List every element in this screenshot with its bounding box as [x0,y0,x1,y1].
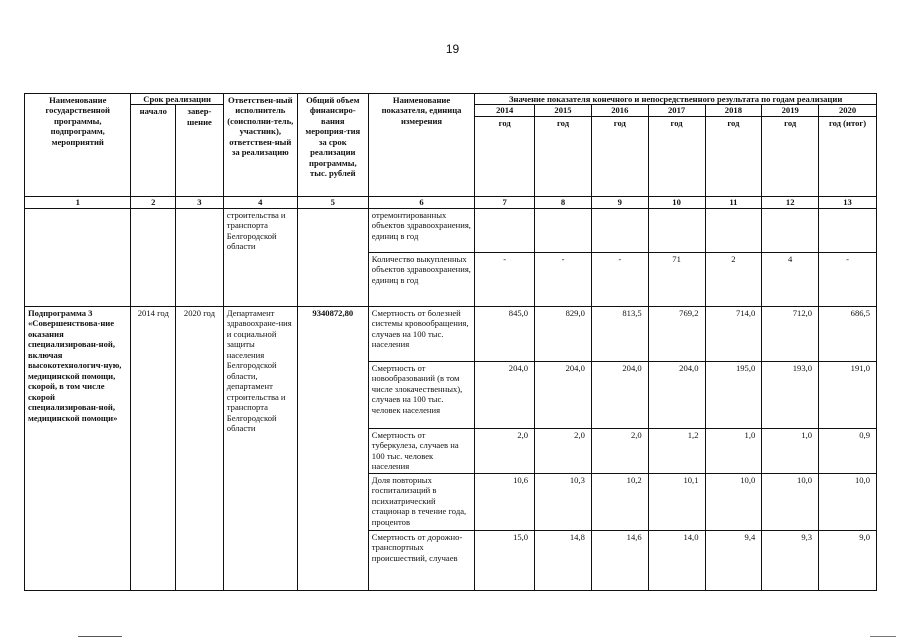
cell-value: 769,2 [648,306,705,361]
cell-indicator: Доля повторных госпитализаций в психиатрический стационар в течение года, процентов [368,473,474,530]
cell-value: 10,3 [535,473,592,530]
cell-executor: строительства и транспорта Белгородской области [223,208,297,306]
column-number: 5 [297,196,368,208]
cell-end-empty [176,208,224,306]
cell-value: 2,0 [475,428,535,473]
cell-value: 1,0 [762,428,819,473]
cell-value: 712,0 [762,306,819,361]
cell-value: 204,0 [535,361,592,428]
cell-value: 193,0 [762,361,819,428]
header-year-label: год [475,116,535,196]
cell-indicator: отремонтированных объектов здравоохранения, единиц в год [368,208,474,252]
cell-value: - [475,252,535,306]
header-values-title: Значение показателя конечного и непосредственного результата по годам реализации [475,94,877,105]
header-year: 2020 [819,105,877,116]
cell-value [705,208,762,252]
cell-value: 1,0 [705,428,762,473]
cell-value: 2,0 [535,428,592,473]
cell-volume: 9340872,80 [297,306,368,590]
cell-end: 2020 год [176,306,224,590]
cell-value: 1,2 [648,428,705,473]
cell-executor: Департамент здравоохране-ния и социальной защиты населения Белгородской области, департамент строительства и транспорта Белгородской области [223,306,297,590]
column-number: 8 [535,196,592,208]
header-year-label: год (итог) [819,116,877,196]
cell-value: - [535,252,592,306]
cell-value: 204,0 [475,361,535,428]
program-table [24,93,877,591]
page-edge-mark [78,636,122,637]
cell-value: 9,4 [705,530,762,590]
header-year: 2014 [475,105,535,116]
header-year: 2015 [535,105,592,116]
cell-value [535,208,592,252]
cell-subprogram-name: Подпрограмма 3 «Совершенствова-ние оказания специализирован-ной, включая высокотехнологич-ную, медицинской помощи, скорой, в том числе скорой специализирован-ной, медицинской помощи» [25,306,131,590]
column-numbers-row [25,196,877,208]
cell-value [819,208,877,252]
cell-value: 4 [762,252,819,306]
header-year-label: год [705,116,762,196]
header-executor: Ответствен-ный исполнитель (соисполни-тель, участник), ответствен-ный за реализацию [223,94,297,197]
cell-value: 9,0 [819,530,877,590]
table-row [25,208,877,252]
cell-value: 845,0 [475,306,535,361]
column-number: 10 [648,196,705,208]
cell-value: 10,1 [648,473,705,530]
header-year: 2019 [762,105,819,116]
cell-value: 191,0 [819,361,877,428]
cell-indicator: Количество выкупленных объектов здравоохранения, единиц в год [368,252,474,306]
cell-value [475,208,535,252]
cell-value [591,208,648,252]
header-year: 2018 [705,105,762,116]
cell-value [648,208,705,252]
page-number: 19 [445,42,460,56]
column-number: 12 [762,196,819,208]
table-row [25,306,877,361]
header-volume: Общий объем финансиро-вания мероприя-тия за срок реализации программы, тыс. рублей [297,94,368,197]
cell-value: 14,6 [591,530,648,590]
cell-volume-empty [297,208,368,306]
cell-value: - [591,252,648,306]
cell-indicator: Смертность от туберкулеза, случаев на 100 тыс. человек населения [368,428,474,473]
cell-value: 0,9 [819,428,877,473]
header-year-label: год [648,116,705,196]
header-program-name: Наименование государственной программы, подпрограмм, мероприятий [25,94,131,197]
cell-value: 714,0 [705,306,762,361]
column-number: 9 [591,196,648,208]
column-number: 13 [819,196,877,208]
cell-indicator: Смертность от новообразований (в том числе злокачественных), случаев на 100 тыс. человек населения [368,361,474,428]
cell-start: 2014 год [131,306,176,590]
header-year-label: год [762,116,819,196]
cell-value: 14,0 [648,530,705,590]
cell-value: 204,0 [591,361,648,428]
column-number: 7 [475,196,535,208]
cell-indicator: Смертность от болезней системы кровообращения, случаев на 100 тыс. населения [368,306,474,361]
header-term: Срок реализации [131,94,223,105]
cell-indicator: Смертность от дорожно-транспортных происшествий, случаев [368,530,474,590]
header-year-label: год [591,116,648,196]
cell-value: 686,5 [819,306,877,361]
cell-start-empty [131,208,176,306]
column-number: 3 [176,196,224,208]
cell-value: 9,3 [762,530,819,590]
header-year: 2017 [648,105,705,116]
header-start: начало [131,105,176,196]
cell-value [762,208,819,252]
cell-value: 2 [705,252,762,306]
column-number: 4 [223,196,297,208]
column-number: 11 [705,196,762,208]
cell-value: 14,8 [535,530,592,590]
page-edge-mark [870,636,896,637]
cell-value: 2,0 [591,428,648,473]
cell-value: 813,5 [591,306,648,361]
cell-value: 829,0 [535,306,592,361]
column-number: 6 [368,196,474,208]
cell-value: 15,0 [475,530,535,590]
cell-program-empty [25,208,131,306]
cell-value: 10,0 [762,473,819,530]
header-year-label: год [535,116,592,196]
column-number: 1 [25,196,131,208]
header-end: завер-шение [176,105,224,196]
column-number: 2 [131,196,176,208]
header-row-1 [25,94,877,105]
cell-value: 10,0 [819,473,877,530]
cell-value: 10,6 [475,473,535,530]
cell-value: - [819,252,877,306]
cell-value: 71 [648,252,705,306]
cell-value: 10,2 [591,473,648,530]
cell-value: 204,0 [648,361,705,428]
header-indicator: Наименование показателя, единица измерения [368,94,474,197]
cell-value: 10,0 [705,473,762,530]
header-year: 2016 [591,105,648,116]
cell-value: 195,0 [705,361,762,428]
